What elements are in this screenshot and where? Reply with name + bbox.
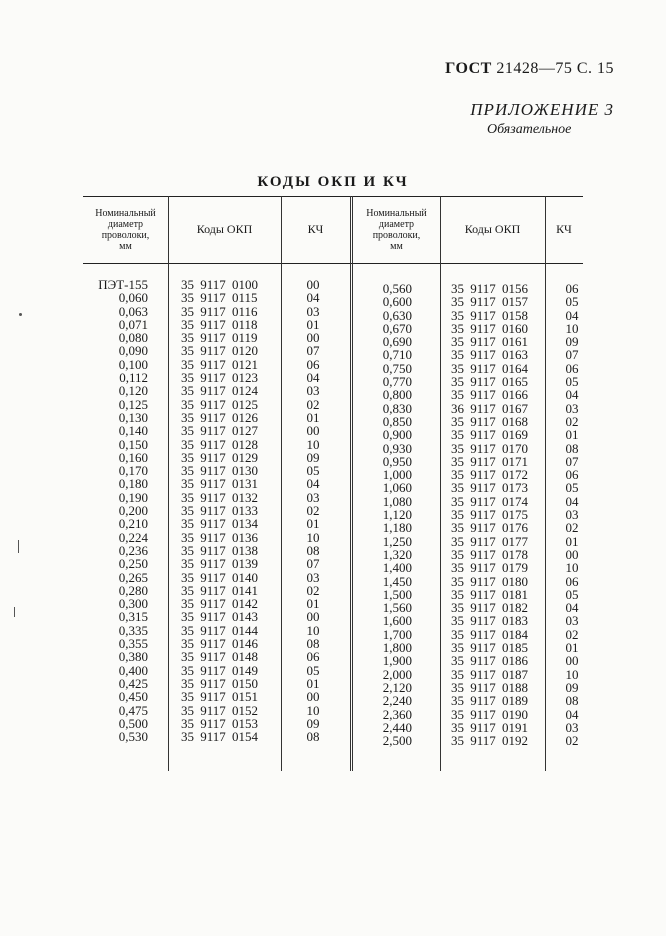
- table-cell: 0,100: [118, 356, 148, 372]
- table-cell: 35 9117 0184: [451, 626, 529, 642]
- table-cell: 01: [306, 516, 320, 532]
- table-cell: 10: [306, 529, 320, 545]
- page-number: С. 15: [576, 60, 614, 77]
- table-cell: 03: [306, 383, 320, 399]
- table-cell: 02: [565, 413, 579, 429]
- table-cell: 0,770: [382, 374, 412, 390]
- table-cell: 35 9117 0144: [181, 622, 259, 638]
- scan-mark: [19, 313, 22, 316]
- table-cell: 08: [306, 636, 320, 652]
- table-cell: 0,120: [118, 383, 148, 399]
- table-cell: 35 9117 0172: [451, 467, 529, 483]
- table-cell: 0,600: [382, 294, 412, 310]
- table-cell: 35 9117 0168: [451, 413, 529, 429]
- table-cell: 00: [565, 546, 579, 562]
- table-cell: 35 9117 0188: [451, 679, 529, 695]
- header-line: мм: [390, 240, 403, 252]
- table-cell: 00: [306, 689, 320, 705]
- table-cell: 07: [306, 556, 320, 572]
- table-cell: 0,355: [118, 636, 148, 652]
- table-cell: 35 9117 0133: [181, 503, 259, 519]
- table-cell: 35 9117 0170: [451, 440, 529, 456]
- table-cell: 0,170: [118, 463, 148, 479]
- table-cell: 35 9117 0164: [451, 360, 529, 376]
- header-line: диаметр: [107, 218, 144, 230]
- table-cell: 04: [565, 706, 579, 722]
- table-cell: 1,800: [382, 640, 412, 656]
- table-cell: ПЭТ-155: [98, 277, 148, 292]
- right-kc-column: [557, 282, 587, 747]
- table-cell: 0,090: [118, 343, 148, 359]
- table-cell: 0,450: [118, 689, 148, 705]
- table-cell: 35 9117 0142: [181, 596, 259, 612]
- table-cell: 2,120: [382, 679, 412, 695]
- table-cell: 35 9117 0143: [181, 609, 259, 625]
- table-cell: 0,630: [382, 307, 412, 323]
- table-cell: 05: [565, 374, 579, 390]
- table-cell: 35 9117 0173: [451, 480, 529, 496]
- header-line: мм: [119, 240, 132, 252]
- table-cell: 04: [306, 370, 320, 386]
- table-cell: 1,000: [382, 467, 412, 483]
- table-cell: 0,280: [118, 582, 148, 598]
- header-line: проволоки,: [372, 229, 421, 241]
- table-cell: 35 9117 0152: [181, 702, 259, 718]
- table-cell: 0,315: [118, 609, 148, 625]
- header-line: Номинальный: [95, 207, 156, 219]
- table-cell: 35 9117 0171: [451, 453, 529, 469]
- table-cell: 1,500: [382, 586, 412, 602]
- table-cell: 03: [565, 400, 579, 416]
- header-kc-right: КЧ: [556, 222, 572, 236]
- table-cell: 1,400: [382, 560, 412, 576]
- right-diameter-column: [353, 282, 412, 747]
- table-cell: 35 9117 0148: [181, 649, 259, 665]
- table-cell: 35 9117 0169: [451, 427, 529, 443]
- column-divider: [168, 196, 169, 771]
- table-cell: 02: [565, 520, 579, 536]
- table-cell: 0,180: [118, 476, 148, 492]
- table-cell: 1,080: [382, 493, 412, 509]
- table-cell: 09: [565, 334, 579, 350]
- table-cell: 05: [306, 463, 320, 479]
- mandatory-label: Обязательное: [487, 122, 572, 137]
- table-cell: 0,190: [118, 489, 148, 505]
- table-cell: 0,830: [382, 400, 412, 416]
- table-cell: 0,300: [118, 596, 148, 612]
- table-cell: 08: [306, 542, 320, 558]
- table-cell: 07: [565, 347, 579, 363]
- table-cell: 35 9117 0121: [181, 356, 259, 372]
- table-cell: 10: [306, 436, 320, 452]
- table-cell: 04: [565, 307, 579, 323]
- table-cell: 35 9117 0125: [181, 396, 259, 412]
- scan-mark: [14, 607, 15, 617]
- table-cell: 0,670: [382, 320, 412, 336]
- table-cell: 35 9117 0183: [451, 613, 529, 629]
- table-cell: 35 9117 0191: [451, 719, 529, 735]
- table-cell: 35 9117 0115: [181, 290, 258, 306]
- table-cell: 35 9117 0139: [181, 556, 259, 572]
- table-cell: 1,250: [382, 533, 412, 549]
- table-cell: 35 9117 0180: [451, 573, 529, 589]
- table-cell: 08: [565, 440, 579, 456]
- table-cell: 35 9117 0130: [181, 463, 259, 479]
- table-cell: 35 9117 0141: [181, 582, 259, 598]
- table-cell: 35 9117 0146: [181, 636, 259, 652]
- table-cell: 07: [306, 343, 320, 359]
- table-cell: 0,930: [382, 440, 412, 456]
- table-cell: 0,112: [119, 370, 148, 386]
- table-cell: 00: [306, 423, 320, 439]
- table-cell: 35 9117 0151: [181, 689, 259, 705]
- table-cell: 35 9117 0136: [181, 529, 259, 545]
- table-cell: 1,900: [382, 653, 412, 669]
- table-cell: 03: [565, 507, 579, 523]
- header-diameter-right: [353, 196, 440, 263]
- table-cell: 09: [565, 679, 579, 695]
- table-cell: 0,335: [118, 622, 148, 638]
- table-cell: 1,320: [382, 546, 412, 562]
- table-title: КОДЫ ОКП И КЧ: [257, 174, 409, 190]
- table-cell: 2,240: [382, 693, 412, 709]
- table-cell: 06: [306, 649, 320, 665]
- header-diameter-left: [83, 196, 168, 263]
- table-cell: 07: [565, 453, 579, 469]
- table-cell: 36 9117 0167: [451, 400, 529, 416]
- table-cell: 00: [306, 609, 320, 625]
- table-cell: 35 9117 0161: [451, 334, 529, 350]
- table-cell: 35 9117 0160: [451, 320, 529, 336]
- table-cell: 05: [565, 586, 579, 602]
- table-cell: 35 9117 0123: [181, 370, 259, 386]
- table-cell: 03: [565, 613, 579, 629]
- table-cell: 09: [306, 715, 320, 731]
- table-cell: 0,236: [118, 542, 148, 558]
- header-line: проволоки,: [101, 229, 150, 241]
- standard-label: ГОСТ: [445, 60, 492, 77]
- header-okp-right: Коды ОКП: [464, 222, 521, 236]
- table-cell: 0,140: [118, 423, 148, 439]
- table-cell: 02: [565, 626, 579, 642]
- table-cell: 0,071: [118, 316, 148, 332]
- table-cell: 2,440: [382, 719, 412, 735]
- table-cell: 35 9117 0190: [451, 706, 529, 722]
- table-cell: 06: [306, 356, 320, 372]
- table-cell: 0,210: [118, 516, 148, 532]
- table-cell: 04: [565, 387, 579, 403]
- table-cell: 0,530: [118, 729, 148, 745]
- header-okp-left: Коды ОКП: [196, 222, 253, 236]
- table-cell: 35 9117 0132: [181, 489, 259, 505]
- table-cell: 0,125: [118, 396, 148, 412]
- table-cell: 03: [306, 569, 320, 585]
- scan-mark: [18, 540, 19, 553]
- table-cell: 35 9117 0189: [451, 693, 529, 709]
- table-cell: 0,800: [382, 387, 412, 403]
- table-cell: 35 9117 0178: [451, 546, 529, 562]
- table-cell: 0,690: [382, 334, 412, 350]
- table-cell: 06: [565, 467, 579, 483]
- table-cell: 06: [565, 281, 579, 296]
- table-cell: 35 9117 0127: [181, 423, 259, 439]
- table-cell: 35 9117 0140: [181, 569, 259, 585]
- table-cell: 0,080: [118, 330, 148, 346]
- table-cell: 0,500: [118, 715, 148, 731]
- header-line: диаметр: [378, 218, 415, 230]
- table-cell: 03: [306, 489, 320, 505]
- table-cell: 0,130: [118, 409, 148, 425]
- table-cell: 0,950: [382, 453, 412, 469]
- table-cell: 06: [565, 573, 579, 589]
- table-cell: 0,250: [118, 556, 148, 572]
- table-cell: 35 9117 0138: [181, 542, 259, 558]
- table-cell: 05: [565, 480, 579, 496]
- table-cell: 1,060: [382, 480, 412, 496]
- table-cell: 03: [565, 719, 579, 735]
- table-cell: 10: [306, 622, 320, 638]
- table-cell: 0,425: [118, 675, 148, 691]
- table-cell: 35 9117 0177: [451, 533, 529, 549]
- table-cell: 0,710: [382, 347, 412, 363]
- table-cell: 35 9117 0118: [181, 316, 258, 332]
- table-cell: 01: [306, 316, 320, 332]
- table-cell: 35 9117 0153: [181, 715, 259, 731]
- table-header-rule: [83, 263, 583, 264]
- table-cell: 35 9117 0179: [451, 560, 529, 576]
- table-cell: 00: [306, 277, 320, 292]
- table-cell: 2,000: [382, 666, 412, 682]
- table-cell: 35 9117 0157: [451, 294, 529, 310]
- table-cell: 10: [565, 666, 579, 682]
- table-cell: 35 9117 0131: [181, 476, 259, 492]
- table-cell: 35 9117 0174: [451, 493, 529, 509]
- header-line: Номинальный: [366, 207, 427, 219]
- table-cell: 02: [306, 503, 320, 519]
- table-cell: 09: [306, 449, 320, 465]
- table-cell: 04: [565, 600, 579, 616]
- table-cell: 35 9117 0156: [451, 281, 529, 296]
- table-cell: 35 9117 0128: [181, 436, 259, 452]
- table-cell: 02: [306, 396, 320, 412]
- header-kc-left: КЧ: [307, 222, 324, 236]
- table-cell: 35 9117 0185: [451, 640, 529, 656]
- standard-number: 21428—75: [496, 60, 573, 77]
- table-cell: 01: [565, 640, 579, 656]
- table-cell: 35 9117 0154: [181, 729, 259, 745]
- table-cell: 08: [306, 729, 320, 745]
- table-cell: 0,060: [118, 290, 148, 306]
- table-cell: 0,900: [382, 427, 412, 443]
- table-cell: 10: [306, 702, 320, 718]
- table-cell: 03: [306, 303, 320, 319]
- table-cell: 0,063: [118, 303, 148, 319]
- table-cell: 01: [565, 533, 579, 549]
- table-cell: 01: [306, 409, 320, 425]
- table-cell: 1,120: [382, 507, 412, 523]
- table-cell: 35 9117 0166: [451, 387, 529, 403]
- codes-table: [83, 196, 583, 771]
- table-cell: 1,600: [382, 613, 412, 629]
- table-cell: 2,500: [382, 733, 412, 749]
- left-kc-column: [293, 278, 333, 743]
- table-cell: 35 9117 0187: [451, 666, 529, 682]
- table-cell: 0,475: [118, 702, 148, 718]
- table-cell: 1,700: [382, 626, 412, 642]
- table-cell: 0,560: [382, 281, 412, 296]
- table-cell: 0,160: [118, 449, 148, 465]
- table-cell: 05: [306, 662, 320, 678]
- table-cell: 0,750: [382, 360, 412, 376]
- table-cell: 01: [306, 675, 320, 691]
- table-cell: 01: [306, 596, 320, 612]
- table-cell: 35 9117 0120: [181, 343, 259, 359]
- column-divider: [440, 196, 441, 771]
- table-cell: 1,450: [382, 573, 412, 589]
- column-divider: [281, 196, 282, 771]
- table-cell: 0,150: [118, 436, 148, 452]
- right-okp-column: [451, 282, 528, 747]
- table-cell: 04: [306, 476, 320, 492]
- table-cell: 1,560: [382, 600, 412, 616]
- table-cell: 05: [565, 294, 579, 310]
- table-cell: 35 9117 0150: [181, 675, 259, 691]
- table-cell: 35 9117 0158: [451, 307, 529, 323]
- table-cell: 35 9117 0182: [451, 600, 529, 616]
- table-cell: 0,850: [382, 413, 412, 429]
- table-cell: 04: [565, 493, 579, 509]
- table-cell: 0,265: [118, 569, 148, 585]
- left-okp-column: [181, 278, 258, 743]
- table-cell: 35 9117 0165: [451, 374, 529, 390]
- table-cell: 00: [306, 330, 320, 346]
- table-cell: 0,200: [118, 503, 148, 519]
- table-cell: 35 9117 0116: [181, 303, 258, 319]
- table-cell: 35 9117 0134: [181, 516, 259, 532]
- table-cell: 35 9117 0100: [181, 277, 259, 292]
- table-cell: 0,380: [118, 649, 148, 665]
- table-cell: 35 9117 0186: [451, 653, 529, 669]
- table-cell: 35 9117 0129: [181, 449, 259, 465]
- table-cell: 0,224: [118, 529, 148, 545]
- column-divider: [545, 196, 546, 771]
- table-cell: 35 9117 0119: [181, 330, 258, 346]
- table-cell: 08: [565, 693, 579, 709]
- table-cell: 35 9117 0175: [451, 507, 529, 523]
- table-cell: 35 9117 0126: [181, 409, 259, 425]
- appendix-label: ПРИЛОЖЕНИЕ 3: [470, 100, 614, 119]
- table-cell: 2,360: [382, 706, 412, 722]
- page-header: [445, 60, 614, 78]
- table-cell: 10: [565, 560, 579, 576]
- table-cell: 10: [565, 320, 579, 336]
- table-cell: 02: [565, 733, 579, 749]
- table-cell: 35 9117 0124: [181, 383, 259, 399]
- table-cell: 35 9117 0163: [451, 347, 529, 363]
- table-cell: 1,180: [382, 520, 412, 536]
- table-cell: 35 9117 0181: [451, 586, 529, 602]
- table-cell: 02: [306, 582, 320, 598]
- table-cell: 06: [565, 360, 579, 376]
- table-cell: 35 9117 0149: [181, 662, 259, 678]
- table-cell: 00: [565, 653, 579, 669]
- table-cell: 35 9117 0176: [451, 520, 529, 536]
- left-diameter-column: [83, 278, 148, 743]
- table-cell: 01: [565, 427, 579, 443]
- table-cell: 35 9117 0192: [451, 733, 529, 749]
- table-cell: 0,400: [118, 662, 148, 678]
- table-cell: 04: [306, 290, 320, 306]
